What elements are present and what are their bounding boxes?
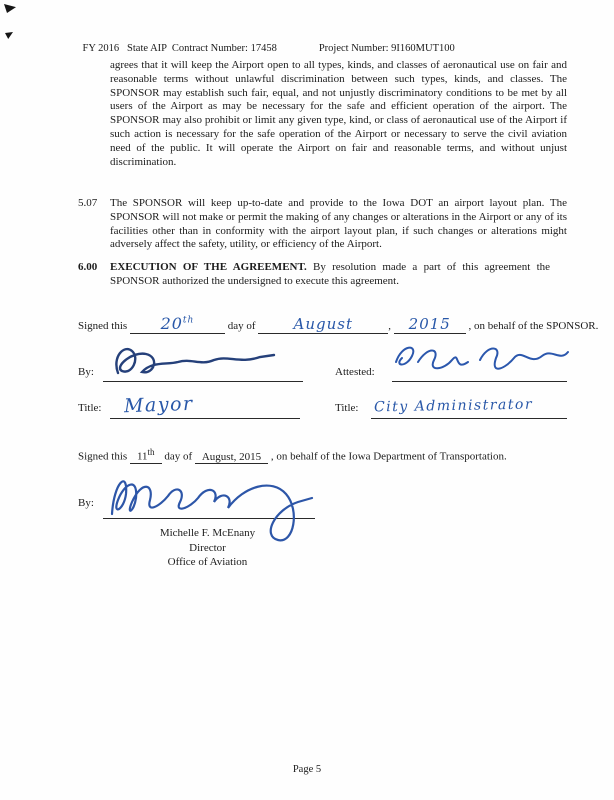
page-footer: Page 5 <box>292 764 322 775</box>
signed-prefix: Signed this <box>78 450 128 463</box>
signed-suffix: , on behalf of the SPONSOR. <box>468 320 599 332</box>
handwritten-month: August <box>293 315 353 333</box>
clause-number: 6.00 <box>78 261 98 273</box>
handwritten-title-city-administrator: City Administrator <box>373 396 534 416</box>
signed-prefix: Signed this <box>78 320 128 332</box>
handwritten-day: 20 <box>160 314 183 333</box>
sponsor-signed-line <box>78 314 598 334</box>
continuation-paragraph: agrees that it will keep the Airport open to all types, kinds, and classes of aeronautical use on fair and reasonable terms without unlawful discrimination between such types, kinds, and classes. The SPONSOR may establish such fair, equal, and not unjustly discriminatory conditions to be met by all users of the Airport as may be necessary for the safe and efficient operation of the airport. The SPONSOR may also prohibit or limit any given type, kind, or class of aeronautical use of the Airport if such action is necessary for the safe operation of the Airport or necessary to serve the civil aviation need of the public. It will operate the Airport on fair and reasonable terms, and without unjust discrimination. <box>110 59 567 168</box>
dot-day-number: 11 <box>136 450 148 463</box>
attested-label: Attested: <box>335 366 375 378</box>
day-of-label: day of <box>227 320 256 332</box>
signer-title: Director <box>189 541 226 554</box>
by-label: By: <box>78 366 94 378</box>
separator: , <box>388 320 391 332</box>
signer-name: Michelle F. McEnany <box>159 527 256 539</box>
year-blank <box>394 315 466 334</box>
attested-signature-line <box>392 347 567 382</box>
clause-body-text: By resolution made a part of this agreement the SPONSOR authorized the undersigned to execute this agreement. <box>110 261 551 287</box>
signed-suffix: , on behalf of the Iowa Department of Transportation. <box>270 450 507 463</box>
dot-day-suffix: th <box>147 447 155 457</box>
handwritten-title-mayor: Mayor <box>123 392 194 418</box>
day-of-label: day of <box>164 450 193 463</box>
title-label-left: Title: <box>78 402 102 414</box>
title-label-right: Title: <box>335 402 359 414</box>
underlined-date: August, 2015 <box>195 451 268 464</box>
dot-by-label: By: <box>78 497 94 509</box>
dot-signed-line <box>78 447 507 464</box>
underlined-day <box>130 447 162 464</box>
scan-artifact <box>4 4 16 13</box>
clause-text: The SPONSOR will keep up-to-date and provide to the Iowa DOT an airport layout plan. The SPONSOR will not make or permit the making of any changes or alterations in the Airport or any of its facilities other than in conformity with the airport layout plan, if such changes or alterations might adversely affect the safety, utility, or efficiency of the Airport. <box>110 197 567 251</box>
scan-artifact <box>5 32 13 39</box>
clause-text <box>110 261 550 289</box>
header-right-text: Project Number: 9I160MUT100 <box>318 43 455 54</box>
signer-block <box>105 526 310 570</box>
clause-6-00 <box>78 261 552 289</box>
handwritten-year: 2015 <box>408 315 451 333</box>
signer-office: Office of Aviation <box>167 556 248 568</box>
month-blank <box>258 315 388 334</box>
dot-signature-line <box>103 470 315 519</box>
clause-heading: EXECUTION OF THE AGREEMENT. <box>110 261 307 273</box>
by-signature-line <box>103 347 303 382</box>
header-left-text: FY 2016 State AIP Contract Number: 17458 <box>82 43 277 54</box>
handwritten-day-suffix: th <box>182 315 195 326</box>
day-blank <box>130 314 225 334</box>
clause-5-07 <box>78 197 567 252</box>
clause-number: 5.07 <box>78 197 98 209</box>
